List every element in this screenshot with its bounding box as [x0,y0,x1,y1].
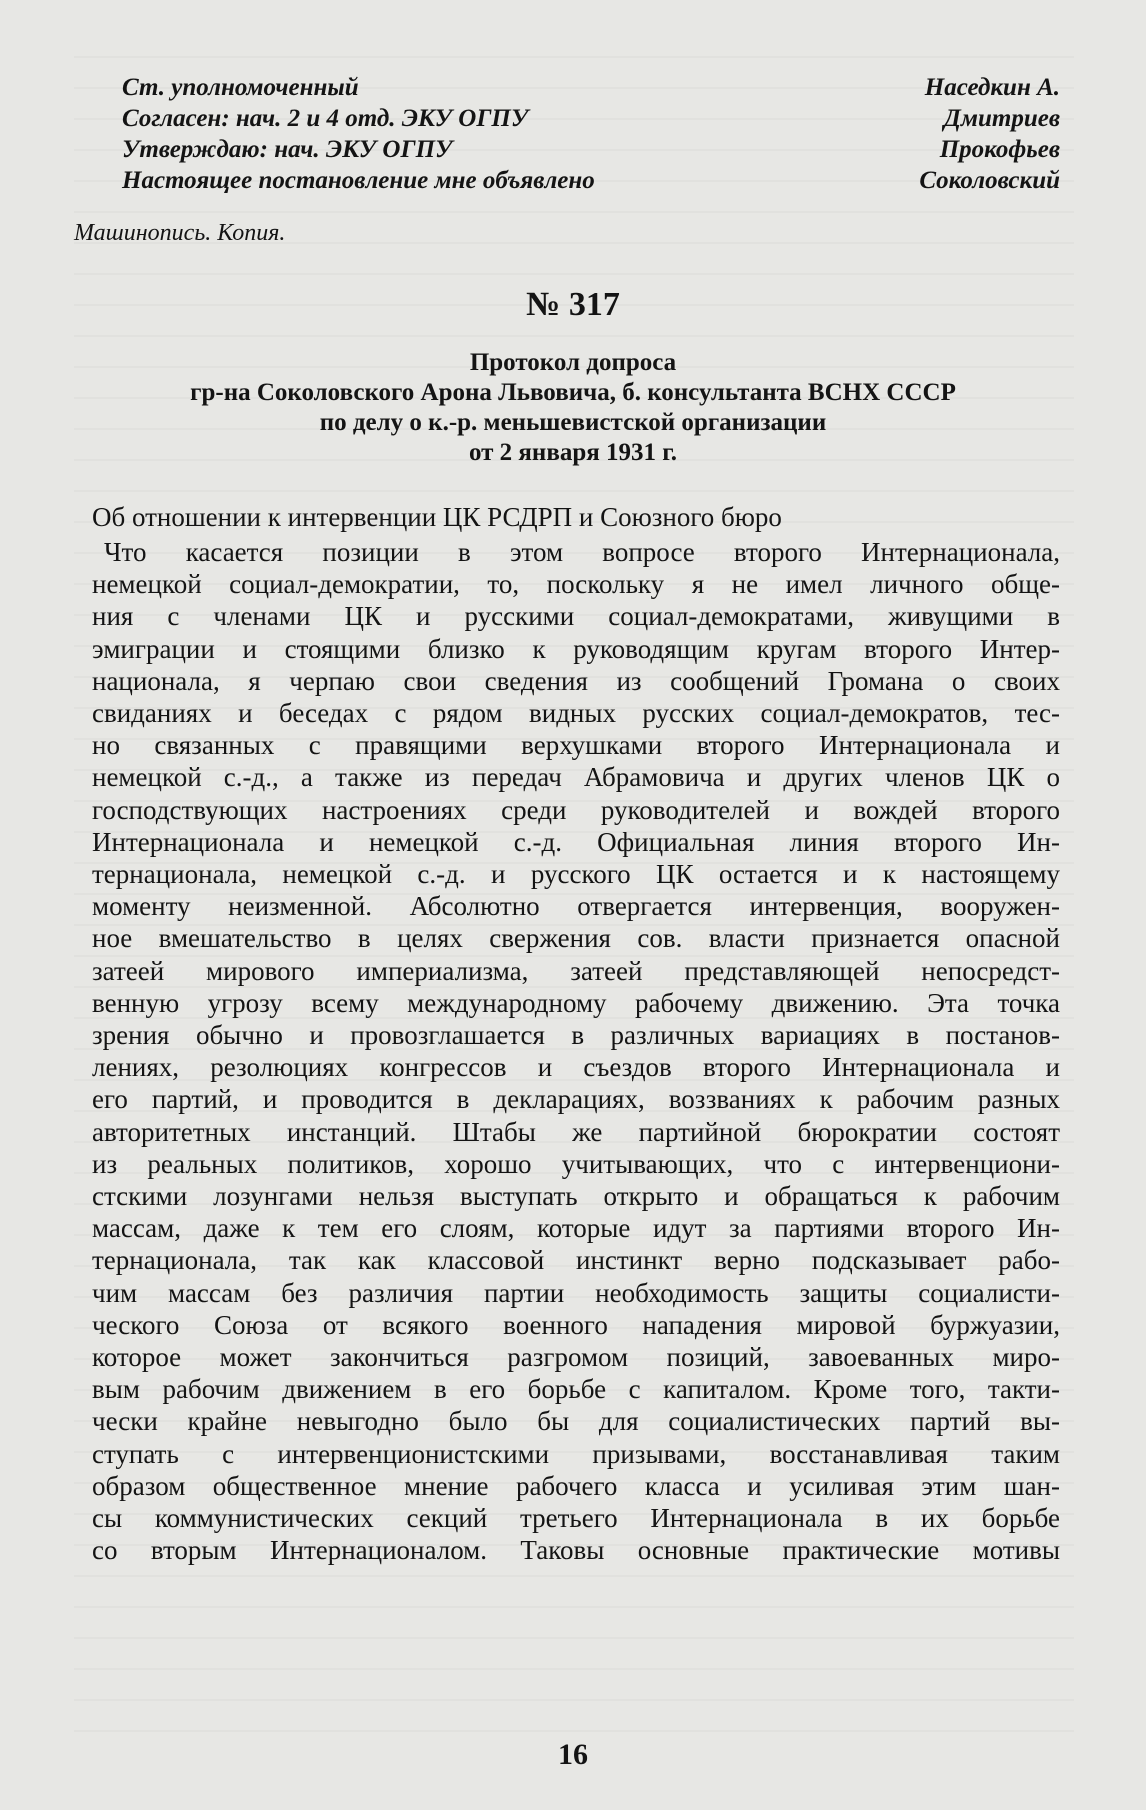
section-subtitle: Об отношении к интервенции ЦК РСДРП и Союзного бюро [92,502,782,532]
body-line: но связанных с правящими верхушками второго Интернационала и [92,730,1060,761]
signature-role: Ст. уполномоченный [122,74,359,101]
body-line: из реальных политиков, хорошо учитывающих, что с интервенциони- [92,1148,1060,1179]
document-title [0,348,1146,468]
body-line: немецкой с.-д., а также из передач Абрамовича и других членов ЦК о [92,762,1060,793]
body-line: национала, я черпаю свои сведения из сообщений Громана о своих [92,665,1060,696]
signature-block [122,72,1060,196]
body-line: лениях, резолюциях конгрессов и съездов второго Интернационала и [92,1052,1060,1083]
signature-name: Соколовский [919,167,1060,194]
signature-role: Согласен: нач. 2 и 4 отд. ЭКУ ОГПУ [122,105,529,132]
body-line: ное вмешательство в целях свержения сов. власти признается опасной [92,923,1060,954]
body-line: немецкой социал-демократии, то, поскольку я не имел личного обще- [92,569,1060,600]
body-line: ступать с интервенционистскими призывами, восстанавливая таким [92,1438,1060,1469]
body-line: зрения обычно и провозглашается в различных вариациях в постанов- [92,1020,1060,1051]
body-line: моменту неизменной. Абсолютно отвергается интервенция, вооружен- [92,891,1060,922]
signature-role: Настоящее постановление мне объявлено [122,167,595,194]
body-line: вым рабочим движением в его борьбе с капиталом. Кроме того, такти- [92,1374,1060,1405]
archive-note: Машинопись. Копия. [74,220,286,246]
title-line: Протокол допроса [469,349,677,376]
body-line: сы коммунистических секций третьего Интернационала в их борьбе [92,1503,1060,1534]
body-line: ческого Союза от всякого военного нападения мировой буржуазии, [92,1309,1060,1340]
title-line: гр-на Соколовского Арона Львовича, б. консультанта ВСНХ СССР [190,379,956,406]
body-line: его партий, и проводится в декларациях, воззваниях к рабочим разных [92,1084,1060,1115]
body-line: чим массам без различия партии необходимость защиты социалисти- [92,1277,1060,1308]
body-line: эмиграции и стоящими близко к руководящим кругам второго Интер- [92,633,1060,664]
document-number: № 317 [526,286,620,323]
signature-row [122,72,1060,103]
signature-row [122,134,1060,165]
body-line: тернационала, немецкой с.-д. и русского ЦК остается и к настоящему [92,859,1060,890]
body-text [92,536,1060,1567]
page-number: 16 [558,1738,588,1771]
body-line: чески крайне невыгодно было бы для социалистических партий вы- [92,1406,1060,1437]
signature-role: Утверждаю: нач. ЭКУ ОГПУ [122,136,453,163]
signature-name: Дмитриев [943,105,1060,132]
signature-row [122,165,1060,196]
body-line: авторитетных инстанций. Штабы же партийной бюрократии состоят [92,1116,1060,1147]
body-line: стскими лозунгами нельзя выступать открыто и обращаться к рабочим [92,1181,1060,1212]
body-line: образом общественное мнение рабочего класса и усиливая этим шан- [92,1470,1060,1501]
body-line: господствующих настроениях среди руководителей и вождей второго [92,794,1060,825]
signature-row [122,103,1060,134]
body-line: Интернационала и немецкой с.-д. Официальная линия второго Ин- [92,826,1060,857]
body-line: затеей мирового империализма, затеей представляющей непосредст- [92,955,1060,986]
body-line: тернационала, так как классовой инстинкт верно подсказывает рабо- [92,1245,1060,1276]
body-line: массам, даже к тем его слоям, которые идут за партиями второго Ин- [92,1213,1060,1244]
body-line: ния с членами ЦК и русскими социал-демократами, живущими в [92,601,1060,632]
body-line: венную угрозу всему международному рабочему движению. Эта точка [92,987,1060,1018]
signature-name: Наседкин А. [924,74,1060,101]
title-line: по делу о к.-р. меньшевистской организации [319,409,827,436]
title-line: от 2 января 1931 г. [468,439,678,466]
body-line: Что касается позиции в этом вопросе второго Интернационала, [104,537,1060,567]
body-line: свиданиях и беседах с рядом видных русских социал-демократов, тес- [92,698,1060,729]
body-line: со вторым Интернационалом. Таковы основные практические мотивы [92,1535,1060,1566]
body-line: которое может закончиться разгромом позиций, завоеванных миро- [92,1342,1060,1373]
signature-name: Прокофьев [939,136,1060,163]
